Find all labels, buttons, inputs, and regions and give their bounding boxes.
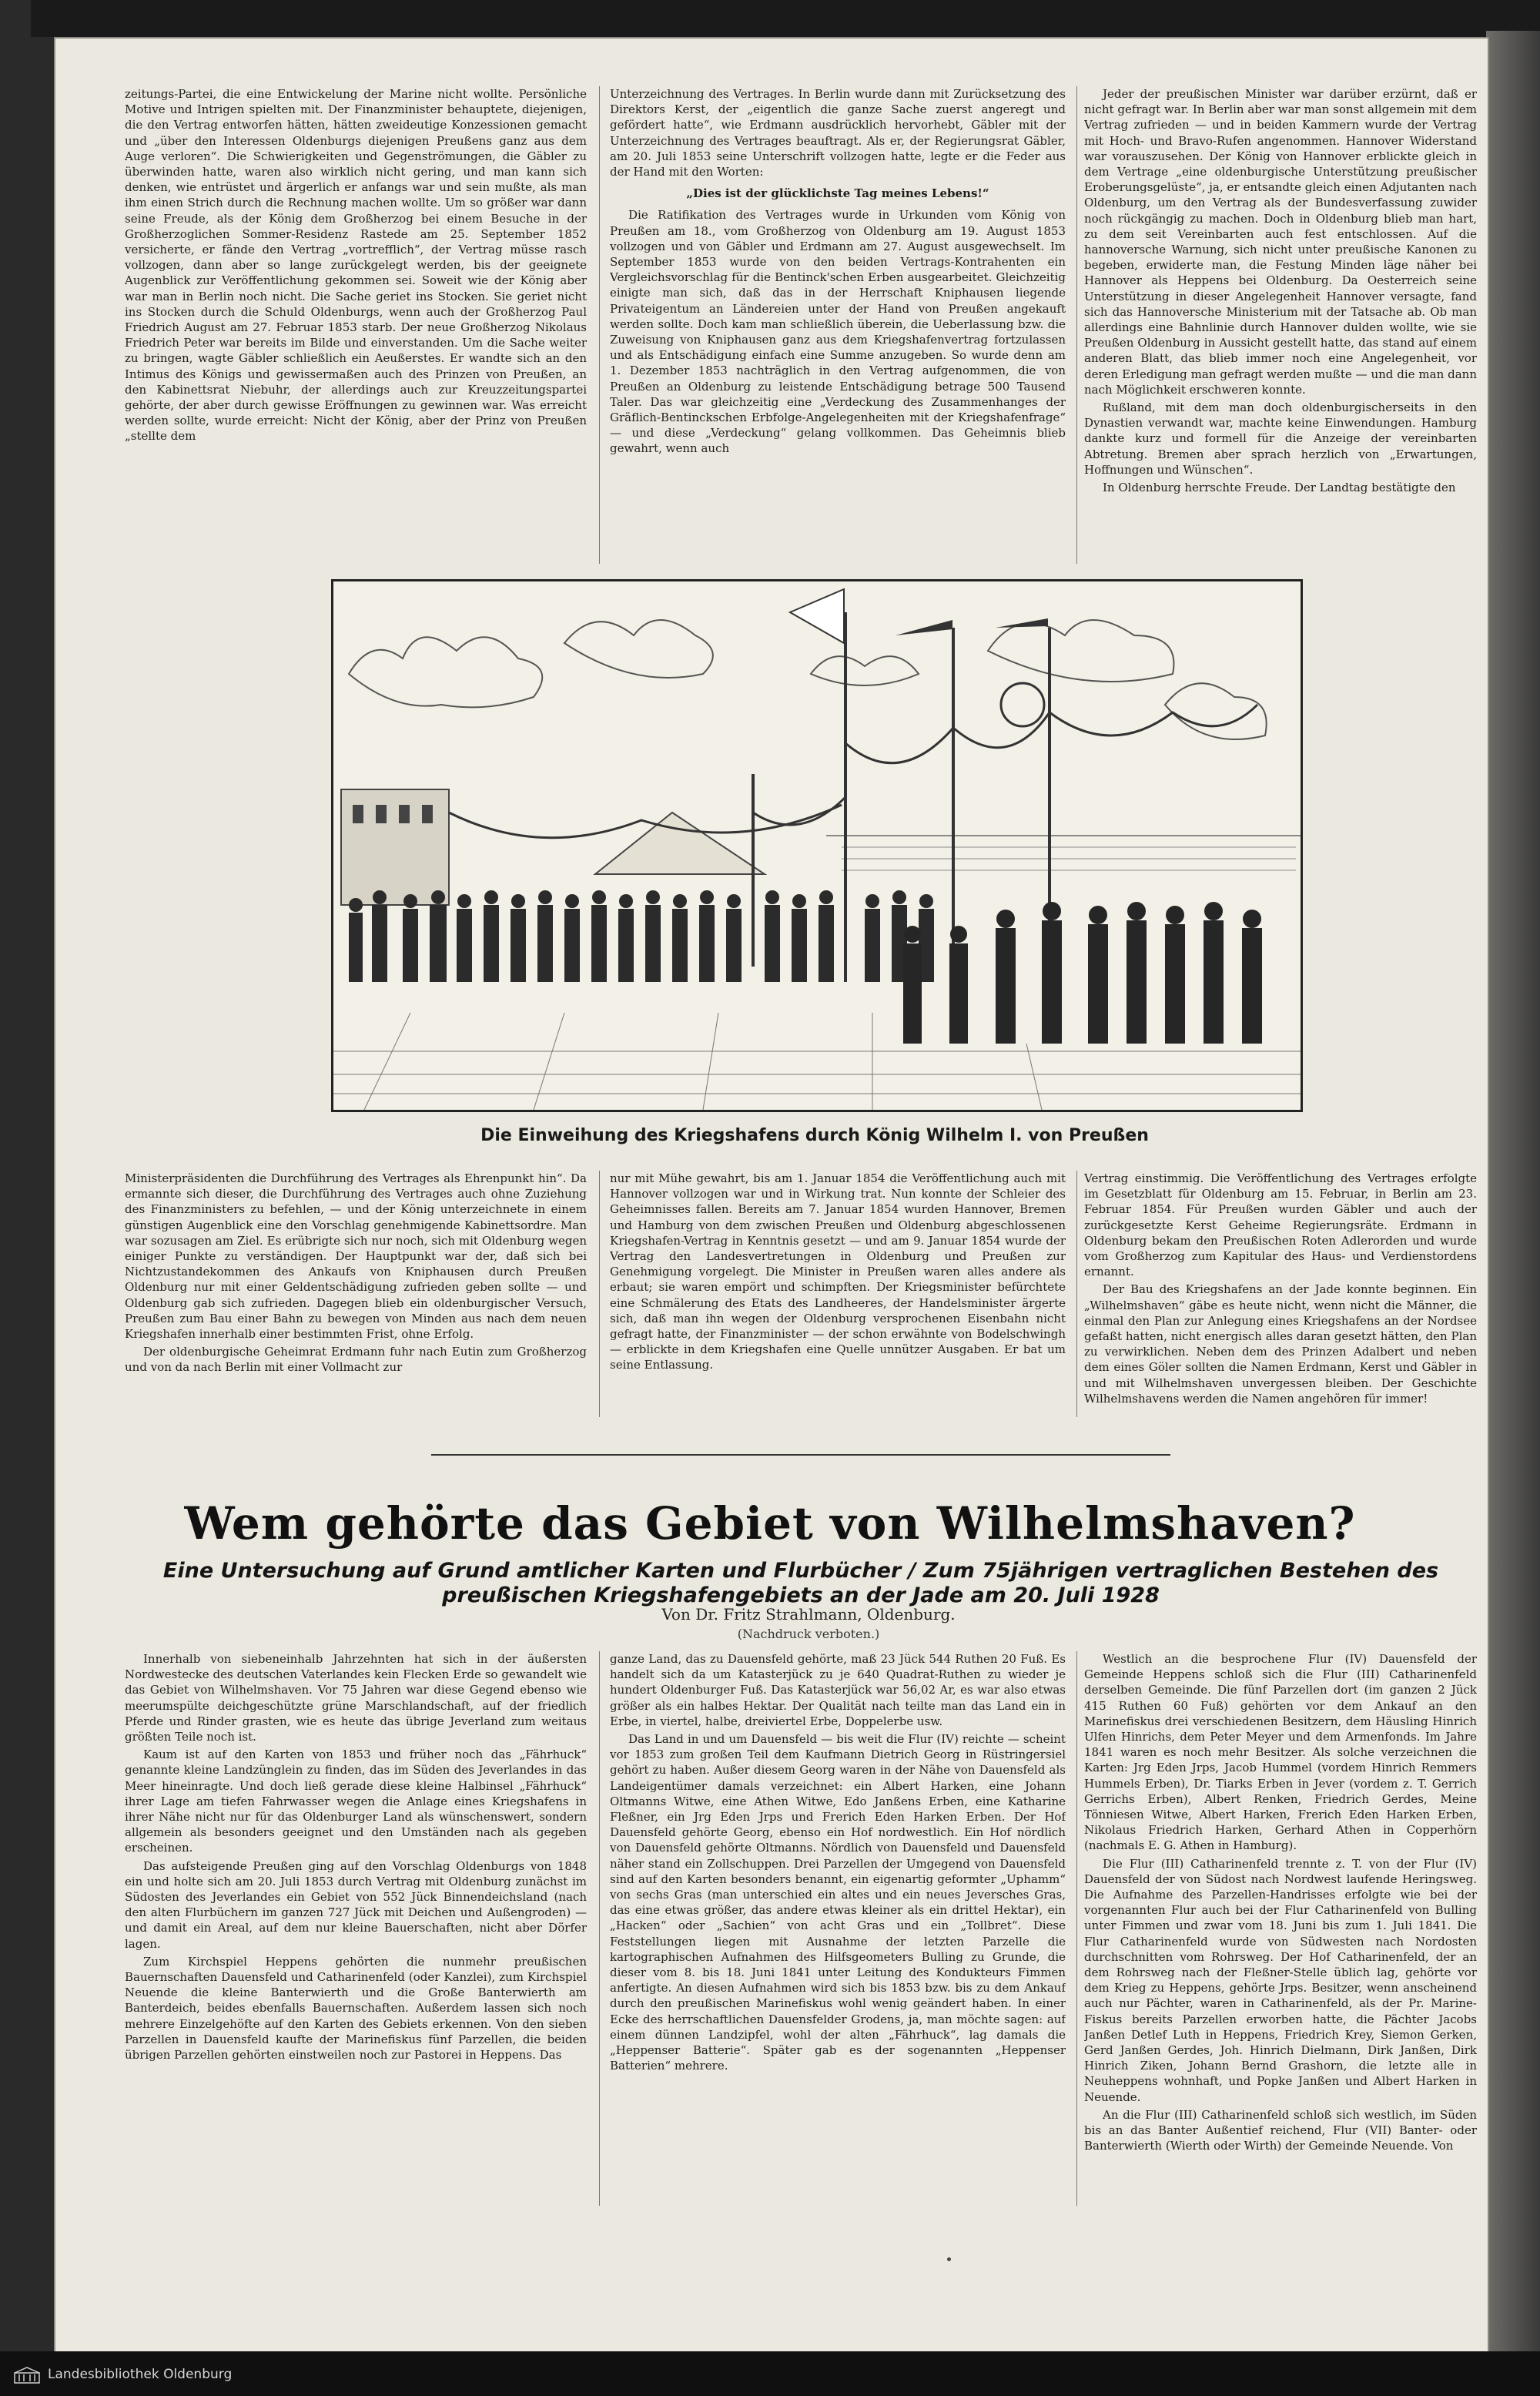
- column-divider: [1076, 1171, 1077, 1417]
- paragraph: Die Flur (III) Catharinenfeld trennte z. T. von der Flur (IV) Dauensfeld der von Südost nach Nordwest laufende Heringsweg. Die Aufnahme des Parzellen-Handrisses erfolgte wie bei der vorgenannten Flur auch bei der Flur Catharinenfeld von Bulling unter Fimmen und zwar vom 18. Juni bis zum 1. Juli 1841. Die Flur Catharinenfeld wurde von Südwesten nach Nordosten durchschnitten vom Rohrsweg. Der Hof Catharinenfeld, der an dem Rohrsweg nach der Fleßner-Stelle üblich lag, gehörte vor dem Krieg zu Heppens, gehörte Jrps. Besitzer, wenn anscheinend auch nur Pächter, waren in Catharinenfeld, als der Pr. Marine-Fiskus bereits Parzellen erworben hatte, die Pächter Jacobs Janßen Detlef Luth in Heppens, Friedrich Krey, Siemon Gerken, Gerd Janßen Gerdes, Joh. Hinrich Dielmann, Dirk Janßen, Dirk Hinrich Ziken, Johann Bernd Grashorn, die letzte alle in Neuheppens wohnhaft, und Popke Janßen und Albert Harken in Neuende.: [1084, 1856, 1477, 2104]
- top-column-1: [125, 86, 587, 576]
- middle-column-1: [125, 1171, 587, 1422]
- article-subheadline: Eine Untersuchung auf Grund amtlicher Karten und Flurbücher / Zum 75jährigen vertraglichen Bestehen des preußischen Kriegshafengebiets an der Jade am 20. Juli 1928: [162, 1559, 1439, 1607]
- paragraph: Kaum ist auf den Karten von 1853 und früher noch das „Fährhuck“ genannte kleine Landzünglein zu finden, das im Süden des Jeverlandes in das Meer hineinragte. Und doch ließ gerade diese kleine Halbinsel „Fährhuck“ ihrer Lage am tiefen Fahrwasser wegen die Anlage eines Kriegshafens in ihrer Nähe nicht nur für das Oldenburger Land als wünschenswert, sondern allgemein als besonders geeignet und den Umständen nach als gegeben erscheinen.: [125, 1748, 587, 1855]
- section-rule: [431, 1454, 1170, 1456]
- column-divider: [599, 86, 600, 564]
- top-column-3: [1084, 86, 1477, 576]
- scan-top-edge: [31, 0, 1540, 37]
- engraving-illustration: [331, 579, 1303, 1112]
- paragraph: zeitungs-Partei, die eine Entwickelung der Marine nicht wollte. Persönliche Motive und Intrigen spielten mit. Der Finanzminister behauptete, diejenigen, die den Vertrag entworfen hätten, hätten zweideutige Konzessionen gemacht und „über den Interessen Oldenburgs diejenigen Preußens ganz aus dem Auge verloren“. Die Schwierigkeiten und Gegenströmungen, die Gäbler zu überwinden hatte, waren also wirklich nicht gering, und man kann sich denken, wie entrüstet und ärgerlich er anfangs war und sein mußte, als man ihm einen Strich durch die Rechnung machen wollte. Um so größer war dann seine Freude, als der König dem Großherzog bei einem Besuche in der Großherzoglichen Sommer-Residenz Rastede am 25. September 1852 versicherte, er fände den Vertrag „vortrefflich“, der Vertrag müsse rasch vollzogen, dann aber so lange zurückgelegt werden, bis der geeignete Augenblick zur Veröffentlichung gekommen sei. Soweit wie der König aber war man in Berlin noch nicht. Die Sache geriet ins Stocken. Sie geriet nicht ins Stocken durch die Schuld Oldenburgs, wenn auch der Großherzog Paul Friedrich August am 27. Februar 1853 starb. Der neue Großherzog Nikolaus Friedrich Peter war bereits im Bilde und einverstanden. Um die Sache weiter zu bringen, wagte Gäbler schließlich ein Aeußerstes. Er wandte sich an den Intimus des Königs und gewissermaßen auch des Prinzen von Preußen, an den Kabinettsrat Niebuhr, der allerdings auch zur Kreuzzeitungspartei gehörte, der aber durch gewisse Eröffnungen zu gewinnen war. Was erreicht werden sollte, wurde erreicht: Nicht der König, aber der Prinz von Preußen „stellte dem: [125, 87, 587, 444]
- library-name[interactable]: Landesbibliothek Oldenburg: [48, 2367, 233, 2382]
- paragraph: ganze Land, das zu Dauensfeld gehörte, maß 23 Jück 544 Ruthen 20 Fuß. Es handelt sich da um Katasterjück zu je 640 Quadrat-Ruthen zu wieder je hundert Oldenburger Fuß. Das Katasterjück war 56,02 Ar, es war also etwas größer als ein halbes Hektar. Der Qualität nach teilte man das Land ein in Erbe, in viertel, halbe, dreiviertel Erbe, Doppelerbe usw.: [610, 1652, 1066, 1728]
- paragraph: Der Bau des Kriegshafens an der Jade konnte beginnen. Ein „Wilhelmshaven“ gäbe es heute nicht, wenn nicht die Männer, die einmal den Plan zur Anlegung eines Kriegshafens an der Nordsee gefaßt hatten, nicht energisch alles daran gesetzt hätten, den Plan zu verwirklichen. Neben dem des Prinzen Adalbert und neben dem eines Göler sollten die Namen Erdmann, Kerst und Gäbler in und mit Wilhelmshaven unvergessen bleiben. Der Geschichte Wilhelmshavens werden die Namen angehören für immer!: [1084, 1282, 1477, 1406]
- paragraph: Unterzeichnung des Vertrages. In Berlin wurde dann mit Zurücksetzung des Direktors Kerst, der „eigentlich die ganze Sache zuerst angeregt und gefördert hatte“, wie Erdmann ausdrücklich hervorhebt, Gäbler mit der Unterzeichnung des Vertrages beauftragt. Als er, der Regierungsrat Gäbler, am 20. Juli 1853 seine Unterschrift vollzogen hatte, legte er die Feder aus der Hand mit den Worten:: [610, 87, 1066, 179]
- paragraph: Westlich an die besprochene Flur (IV) Dauensfeld der Gemeinde Heppens schloß sich die Flur (III) Catharinenfeld derselben Gemeinde. Die fünf Parzellen dort (im ganzen 2 Jück 415 Ruthen 60 Fuß) gehörten vor dem Ankauf an den Marinefiskus drei verschiedenen Besitzern, dem Häusling Hinrich Ulfen Hinrichs, dem Peter Meyer und dem Armenfonds. Im Jahre 1841 waren es noch mehr Besitzer. Als solche verzeichnen die Karten: Jrg Eden Jrps, Jacob Hummel (vordem Hinrich Remmers Hummels Erben), Dr. Tiarks Erben in Jever (vordem z. T. Gerrich Gerrichs Erben), Albert Renken, Friedrich Gerdes, Meine Tönniesen Witwe, Albert Harken, Frerich Eden Harken Erben, Nikolaus Friedrich Harken, Gerhard Athen in Copperhörn (nachmals E. G. Athen in Hamburg).: [1084, 1652, 1477, 1853]
- middle-column-2: [610, 1171, 1066, 1422]
- paragraph: Vertrag einstimmig. Die Veröffentlichung des Vertrages erfolgte im Gesetzblatt für Oldenburg am 15. Februar, in Berlin am 23. Februar 1854. Für Preußen wurden Gäbler und auch der zurückgesetzte Kerst Geheime Regierungsräte. Erdmann in Oldenburg bekam den Preußischen Roten Adlerorden und wurde vom Großherzog zum Kapitular des Haus- und Verdienstordens ernannt.: [1084, 1171, 1477, 1279]
- article-byline: Von Dr. Fritz Strahlmann, Oldenburg.: [661, 1605, 956, 1624]
- paragraph: In Oldenburg herrschte Freude. Der Landtag bestätigte den: [1103, 481, 1456, 495]
- paragraph: Ministerpräsidenten die Durchführung des Vertrages als Ehrenpunkt hin“. Da ermannte sich dieser, die Durchführung des Vertrages auch ohne Zuziehung des Finanzministers zu befehlen, — und der König unterzeichnete in einem günstigen Augenblick eine den Vorschlag genehmigende Kabinettsordre. Man war sozusagen am Ziel. Es erübrigte sich nur noch, sich mit Oldenburg wegen einiger Punkte zu verständigen. Der Hauptpunkt war der, daß sich bei Nichtzustandekommen des Ankaufs von Kniphausen durch Preußen Oldenburg nur mit einer Geldentschädigung zufrieden geben sollte — und Oldenburg gab sich zufrieden. Dagegen blieb ein oldenburgischer Versuch, Preußen zum Bau einer Bahn zu bewegen von Minden aus nach dem neuen Kriegshafen innerhalb einer bestimmten Frist, ohne Erfolg.: [125, 1171, 587, 1342]
- article-column-3: [1084, 1651, 1477, 2213]
- article-headline: Wem gehörte das Gebiet von Wilhelmshaven?: [184, 1497, 1356, 1550]
- paragraph: Der oldenburgische Geheimrat Erdmann fuhr nach Eutin zum Großherzog und von da nach Berlin mit einer Vollmacht zur: [125, 1345, 587, 1375]
- paragraph: Die Ratifikation des Vertrages wurde in Urkunden vom König von Preußen am 18., vom Großherzog von Oldenburg am 19. August 1853 vollzogen und von Gäbler und Erdmann am 27. August ausgewechselt. Im September 1853 wurde von den beiden Vertrags-Kontrahenten ein Vergleichsvorschlag für die Bentinck'schen Erben ausgearbeitet. Gleichzeitig einigte man sich, daß das in der Herrschaft Kniphausen liegende Privateigentum an Ländereien unter der Hand von Preußen angekauft werden sollte. Doch kam man schließlich überein, die Ueberlassung bzw. die Zuweisung von Kniphausen ganz aus dem Kriegshafenvertrag fortzulassen und als Entschädigung einfach eine Summe anzugeben. So wurde denn am 1. Dezember 1853 nachträglich in den Vertrag aufgenommen, die von Preußen an Oldenburg zu leistende Entschädigung betrage 500 Tausend Taler. Das war gleichzeitig eine „Verdeckung des Zusammenhanges der Gräflich-Bentinckschen Erbfolge-Angelegenheiten mit der Kriegshafenfrage“ — und diese „Verdeckung“ gelang vollkommen. Das Geheimnis blieb gewahrt, wenn auch: [610, 208, 1066, 456]
- library-building-icon: [14, 2367, 40, 2384]
- pull-quote: „Dies ist der glücklichste Tag meines Lebens!“: [686, 186, 989, 201]
- paragraph: Zum Kirchspiel Heppens gehörten die nunmehr preußischen Bauernschaften Dauensfeld und Catharinenfeld (oder Kanzlei), zum Kirchspiel Neuende die kleine Banterwierth und die Große Banterwierth am Banterdeich, beides ebenfalls Bauernschaften. Außerdem lassen sich noch mehrere Einzelgehöfte auf den Karten des Gebiets erkennen. Von den sieben Parzellen in Dauensfeld kaufte der Marinefiskus fünf Parzellen, die beiden übrigen Parzellen gehörten einstweilen noch zur Pastorei in Heppens. Das: [125, 1954, 587, 2063]
- paragraph: Das Land in und um Dauensfeld — bis weit die Flur (IV) reichte — scheint vor 1853 zum großen Teil dem Kaufmann Dietrich Georg in Rüstringersiel gehört zu haben. Außer diesem Georg waren in der Nähe von Dauensfeld als Landeigentümer damals verzeichnet: ein Albert Harken, eine Johann Oltmanns Witwe, eine Athen Witwe, Edo Janßens Erben, eine Katharine Fleßner, ein Jrg Eden Jrps und Frerich Eden Harken Erben. Der Hof Dauensfeld gehörte Georg, ebenso ein Hof nordwestlich. Ein Hof nördlich von Dauensfeld gehörte Oltmanns. Nördlich von Dauensfeld und Dauensfeld näher stand ein Zollschuppen. Drei Parzellen der Umgegend von Dauensfeld sind auf den Karten besonders benannt, ein eigenartig geformter „Uphamm“ von sechs Gras (man unterschied ein altes und ein neues Jeversches Gras, das eine etwas größer, das andere etwas kleiner als ein drittel Hektar), ein „Hacken“ oder „Sachien“ von acht Gras und ein „Tollbret“. Diese Feststellungen liegen mit Ausnahme der letzten Parzelle die kartographischen Aufnahmen des Hilfsgeometers Bulling zu Grunde, die dieser vom 8. bis 18. Juni 1841 unter Leitung des Kondukteurs Fimmen anfertigte. An diesen Aufnahmen wird sich bis 1853 bzw. bis zu dem Ankauf durch den preußischen Marinefiskus wohl wenig geändert haben. In einer Ecke des herrschaftlichen Dauensfelder Grodens, ja, man möchte sagen: auf einem dünnen Landzipfel, wohl der alten „Fährhuck“, lag damals die „Heppenser Batterie“. Später gab es der sogenannten „Heppenser Batterien“ mehrere.: [610, 1732, 1066, 2073]
- paragraph: Jeder der preußischen Minister war darüber erzürnt, daß er nicht gefragt war. In Berlin aber war man sonst allgemein mit dem Vertrag zufrieden — und in beiden Kammern wurde der Vertrag mit Hoch- und Bravo-Rufen angenommen. Hannover Widerstand war vorauszusehen. Der König von Hannover erblickte gleich in dem Vertrage „eine oldenburgische Unterstützung preußischer Eroberungsgelüste“, ja, er entsandte gleich einen Adjutanten nach Oldenburg, um den Vertrag als der Bundesverfassung zuwider noch rückgängig zu machen. Doch in Oldenburg blieb man hart, zu dem seit Vereinbarten auch fest entschlossen. Auf die hannoversche Warnung, sich nicht unter preußische Kanonen zu begeben, erwiderte man, die Festung Minden läge näher bei Hannover als Heppens bei Oldenburg. Da Oesterreich seine Unterstützung in dieser Angelegenheit Hannover versagte, fand sich das Hannoversche Ministerium mit der Tatsache ab. Ob man allerdings eine Bahnlinie durch Hannover dulden wollte, wie sie Preußen Oldenburg in Aussicht gestellt hatte, das stand auf einem anderen Blatt, das blieb immer noch eine Angelegenheit, vor deren Erledigung man gefragt werden mußte — und die man dann nach Möglichkeit erschweren konnte.: [1084, 87, 1477, 397]
- reprint-notice: (Nachdruck verboten.): [737, 1627, 880, 1641]
- article-column-2: [610, 1651, 1066, 2213]
- article-column-1: [125, 1651, 587, 2213]
- figure-caption: Die Einweihung des Kriegshafens durch König Wilhelm I. von Preußen: [480, 1126, 1149, 1145]
- column-divider: [1076, 86, 1077, 564]
- paragraph: Rußland, mit dem man doch oldenburgischerseits in den Dynastien verwandt war, machte keine Einwendungen. Hamburg dankte kurz und formell für die Anzeige der vereinbarten Abtretung. Bremen aber sprach herzlich von „Erwartungen, Hoffnungen und Wünschen“.: [1084, 400, 1477, 477]
- print-speck: [947, 2257, 951, 2261]
- library-footer-bar: [0, 2351, 1540, 2396]
- middle-column-3: [1084, 1171, 1477, 1422]
- top-column-2: [610, 86, 1066, 576]
- paragraph: Innerhalb von siebeneinhalb Jahrzehnten hat sich in der äußersten Nordwestecke des deutschen Vaterlandes kein Flecken Erde so gewandelt wie das Gebiet von Wilhelmshaven. Vor 75 Jahren war diese Gegend ebenso wie meerumspülte deichgeschützte grüne Marschlandschaft, auf der friedlich Pferde und Rinder grasten, wie es heute das übrige Jeverland zum weitaus größten Teile noch ist.: [125, 1652, 587, 1744]
- ceremony-engraving: [333, 581, 1301, 1110]
- paragraph: Das aufsteigende Preußen ging auf den Vorschlag Oldenburgs von 1848 ein und holte sich am 20. Juli 1853 durch Vertrag mit Oldenburg zunächst im Südosten des Jeverlandes ein Gebiet von 552 Jück Binnendeichsland (nach den alten Flurbüchern im ganzen 727 Jück mit Deichen und Außengroden) — und damit ein Areal, auf dem nur kleine Bauerschaften, nicht aber Dörfer lagen.: [125, 1858, 587, 1951]
- column-divider: [599, 1651, 600, 2206]
- column-divider: [599, 1171, 600, 1417]
- scan-shadow: [1486, 31, 1540, 2357]
- column-divider: [1076, 1651, 1077, 2206]
- paragraph: nur mit Mühe gewahrt, bis am 1. Januar 1854 die Veröffentlichung auch mit Hannover vollzogen war und in Wirkung trat. Nun konnte der Schleier des Geheimnisses fallen. Bereits am 7. Januar 1854 wurden Hannover, Bremen und Hamburg von dem zwischen Preußen und Oldenburg abgeschlossenen Kriegshafen-Vertrag in Kenntnis gesetzt — und am 9. Januar 1854 wurde der Vertrag den Landesvertretungen in Oldenburg und Preußen zur Genehmigung vorgelegt. Die Minister in Preußen waren alles andere als erbaut; sie waren empört und schimpften. Der Kriegsminister befürchtete eine Schmälerung des Etats des Landheeres, der Handelsminister ärgerte sich, daß man ihn wegen der Oldenburg versprochenen Eisenbahn nicht gefragt hatte, der Finanzminister — der schon erwähnte von Bodelschwingh — erblickte in dem Kriegshafen eine Quelle unnützer Ausgaben. Er bat um seine Entlassung.: [610, 1171, 1066, 1372]
- paragraph: An die Flur (III) Catharinenfeld schloß sich westlich, im Süden bis an das Banter Außentief reichend, Flur (VII) Banter- oder Banterwierth (Wierth oder Wirth) der Gemeinde Neuende. Von: [1084, 2107, 1477, 2153]
